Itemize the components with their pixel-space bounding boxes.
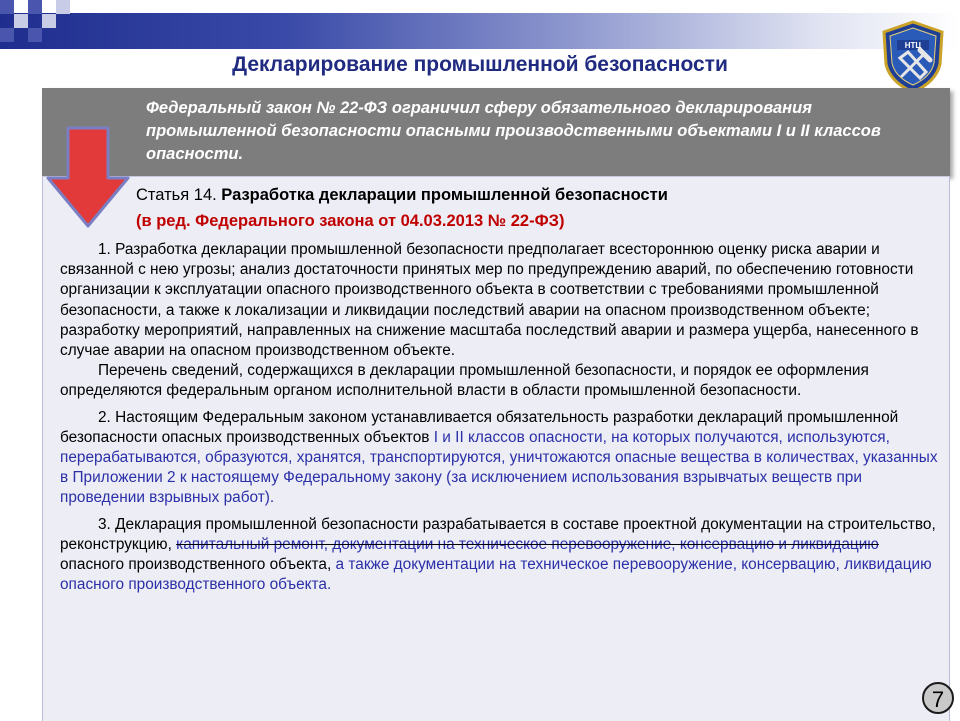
- header-gradient-bar: [0, 13, 960, 49]
- highlight-text: Федеральный закон № 22-ФЗ ограничил сферу обязательного декларирования промышленной безопасности опасными производственными объектами I и II классов опасности.: [146, 99, 881, 163]
- paragraph-3: [60, 408, 940, 509]
- page-number-badge: 7: [922, 682, 954, 714]
- logo-text: НТЦ: [904, 41, 922, 50]
- paragraph-4-blue: а также документации на техническое перевооружение, консервацию, ликвидацию опасного производственного объекта.: [60, 556, 932, 594]
- decor-square: [14, 14, 28, 28]
- article-body: [60, 240, 940, 595]
- article-revision-note: (в ред. Федерального закона от 04.03.2013 № 22-ФЗ): [136, 212, 565, 230]
- decor-square: [28, 0, 42, 14]
- decor-square: [42, 14, 56, 28]
- down-arrow-icon: [46, 126, 130, 228]
- decor-square: [0, 28, 14, 42]
- logo-badge-icon: [880, 20, 946, 94]
- paragraph-2: Перечень сведений, содержащихся в декларации промышленной безопасности, и порядок ее оформления определяются федеральным органом исполнительной власти в области промышленной безопасности.: [60, 362, 869, 400]
- paragraph-4-start: 3. Декларация промышленной безопасности разрабатывается в составе проектной документации на строительство, реконструкцию,: [60, 515, 936, 553]
- paragraph-3-start: 2. Настоящим Федеральным законом устанавливается обязательность разработки деклараций промышленной безопасности опасных производственных объектов: [60, 408, 899, 446]
- paragraph-4-struck: капитальный ремонт, документации на техническое перевооружение, консервацию и ликвидацию: [176, 535, 879, 553]
- highlight-box: [42, 88, 950, 176]
- decor-square: [56, 0, 70, 14]
- article-heading: [136, 186, 668, 205]
- article-prefix: Статья 14.: [136, 186, 222, 204]
- decor-square: [0, 0, 14, 14]
- paragraph-4-mid: опасного производственного объекта,: [60, 556, 336, 574]
- slide-title: Декларирование промышленной безопасности: [232, 53, 728, 76]
- paragraph-4: [60, 515, 940, 596]
- article-title: Разработка декларации промышленной безопасности: [221, 186, 668, 204]
- paragraph-1: 1. Разработка декларации промышленной безопасности предполагает всестороннюю оценку риска аварии и связанной с нею угрозы; анализ достаточности принятых мер по предупреждению аварий, по обеспечению готовности организации к эксплуатации опасного производственного объекта в соответствии с требованиями промышленной безопасности, а также к локализации и ликвидации последствий аварии на опасном производственном объекте; разработку мероприятий, направленных на снижение масштаба последствий аварии и размера ущерба, нанесенного в случае аварии на опасном производственном объекте.: [60, 241, 919, 360]
- paragraph-3-blue: I и II классов опасности, на которых получаются, используются, перерабатываются, образуются, хранятся, транспортируются, уничтожаются опасные вещества в количествах, указанных в Приложении 2 к настоящему Федеральному закону (за исключением использования взрывчатых веществ при проведении взрывных работ).: [60, 428, 938, 507]
- decor-square: [28, 28, 42, 42]
